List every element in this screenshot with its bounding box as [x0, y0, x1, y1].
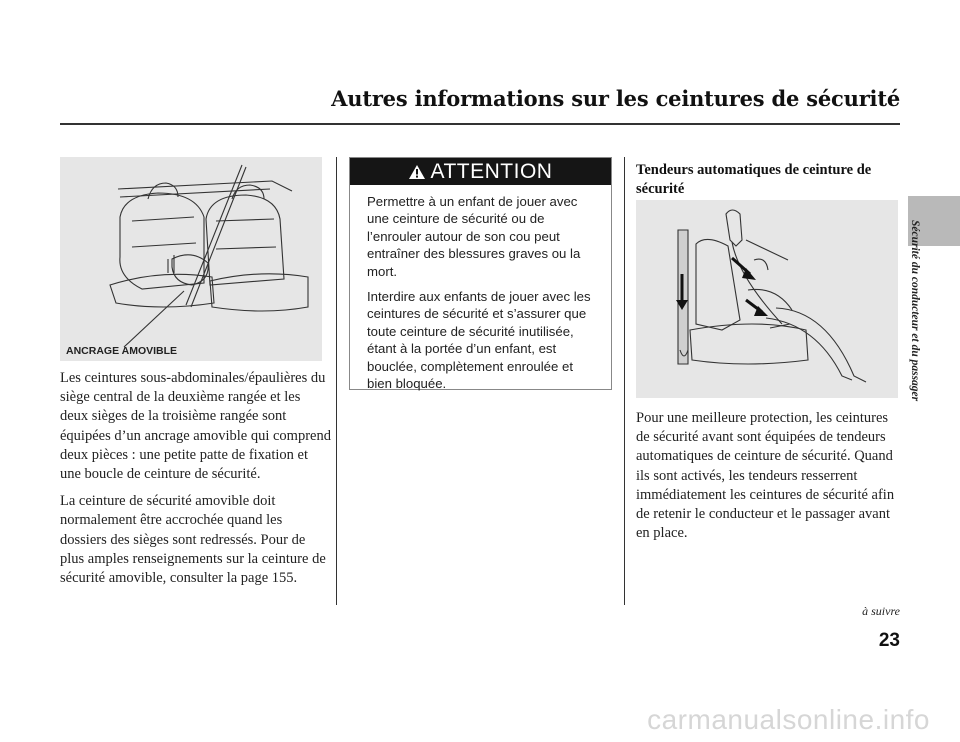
left-body-text — [60, 369, 332, 596]
page-number: 23 — [878, 630, 900, 651]
header-rule — [60, 123, 900, 125]
page-title: Autres informations sur les ceintures de sécurité — [331, 86, 900, 111]
column-divider-right — [624, 157, 625, 605]
attention-header — [350, 158, 611, 185]
seated-passenger-drawing — [636, 200, 898, 398]
column-divider-left — [336, 157, 337, 605]
attention-body — [350, 185, 611, 392]
section-tab-label: Sécurité du conducteur et du passager — [909, 220, 921, 402]
warning-triangle-icon — [409, 165, 425, 179]
continued-note: à suivre — [862, 604, 900, 618]
watermark: carmanualsonline.info — [647, 704, 930, 735]
seat-anchor-illustration — [60, 157, 322, 361]
attention-title: ATTENTION — [430, 159, 553, 183]
section-heading: Tendeurs automatiques de ceinture de sécurité — [636, 162, 872, 197]
attention-box — [349, 157, 612, 390]
attention-paragraph: Permettre à un enfant de jouer avec une ceinture de sécurité ou de l’enrouler autour de son cou peut entraîner des blessures graves ou la mort. — [367, 194, 581, 279]
pretensioner-illustration — [636, 200, 898, 398]
figure-label: ANCRAGE AMOVIBLE — [66, 345, 178, 357]
paragraph: La ceinture de sécurité amovible doit normalement être accrochée quand les dossiers des sièges sont redressés. Pour de plus amples renseignements sur la ceinture de sécurité amovible, consulter la page 155. — [60, 493, 326, 587]
paragraph: Pour une meilleure protection, les ceintures de sécurité avant sont équipées de tendeurs automatiques de ceinture de sécurité. Quand ils sont activés, les tendeurs resserrent immédiatement les ceintures de sécurité afin de retenir le conducteur et le passager avant en place. — [636, 410, 895, 542]
right-body-text — [636, 409, 898, 551]
attention-paragraph: Interdire aux enfants de jouer avec les ceintures de sécurité et s’assurer que toute ceinture de sécurité inutilisée, étant à la portée d’un enfant, est bouclée, complètement enroulée et bien bloquée. — [367, 289, 591, 392]
rear-seats-drawing — [60, 157, 322, 361]
paragraph: Les ceintures sous-abdominales/épaulières du siège central de la deuxième rangée et les deux sièges de la troisième rangée sont équipées d’un ancrage amovible qui comprend deux pièces : une petite patte de fixation et une boucle de ceinture de sécurité. — [60, 370, 331, 483]
